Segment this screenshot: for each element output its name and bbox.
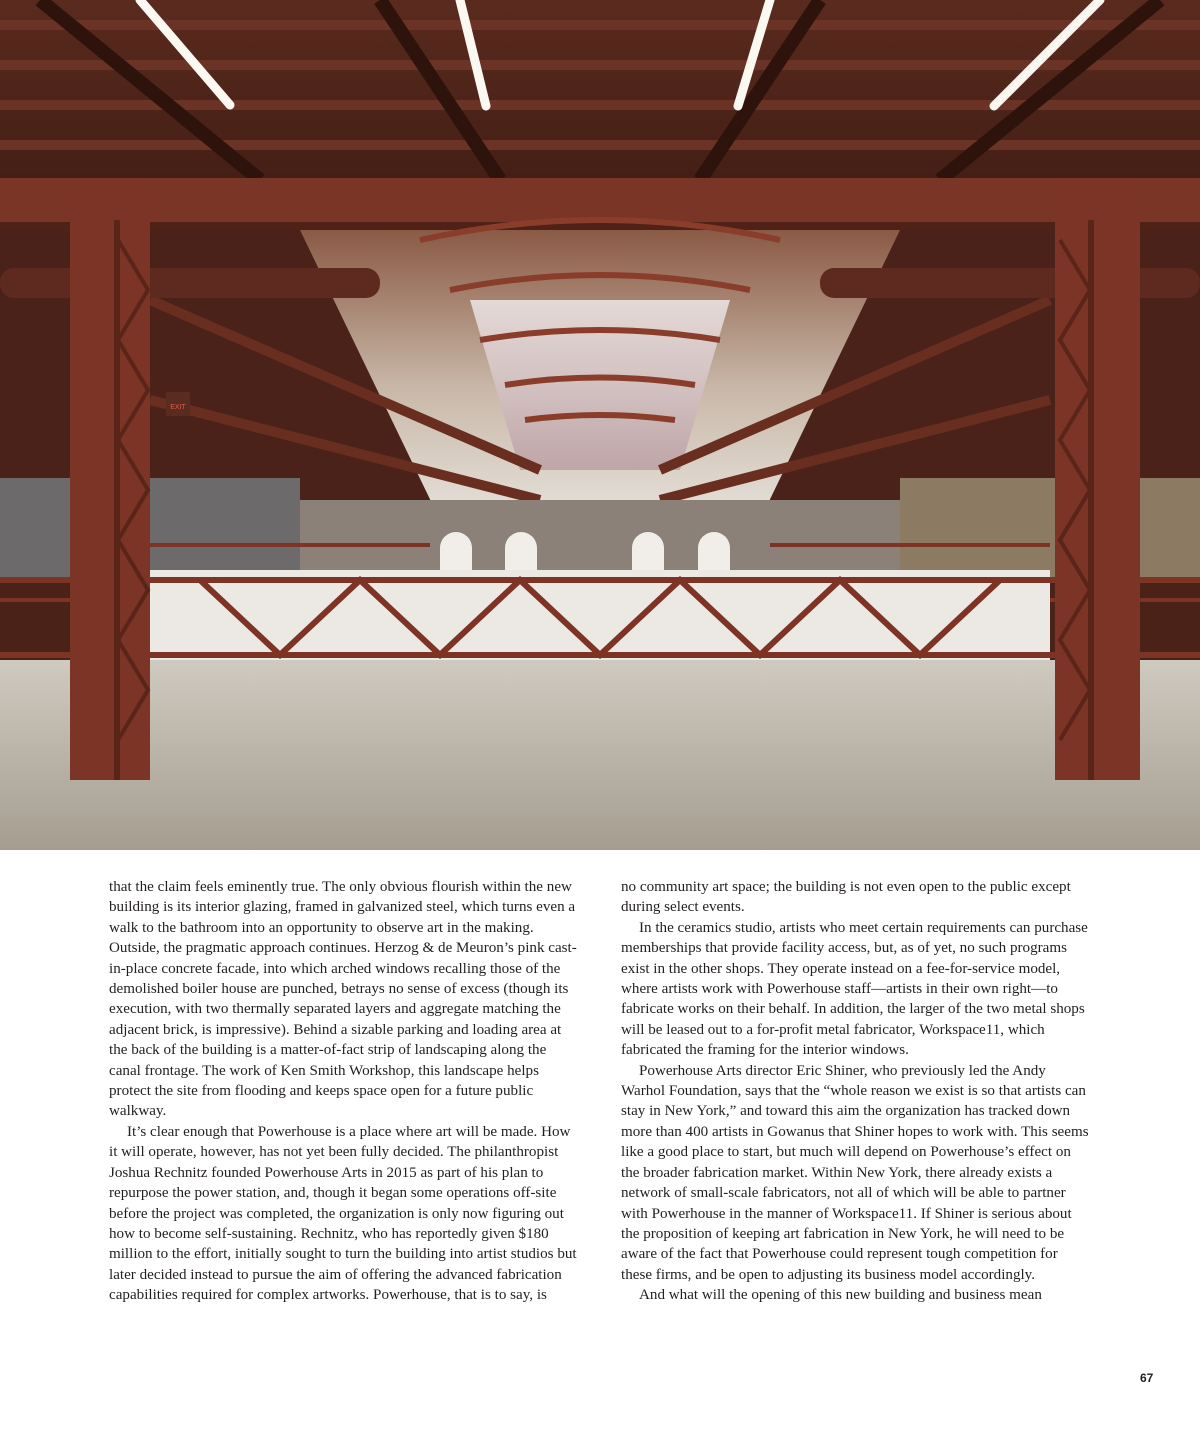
body-paragraph: In the ceramics studio, artists who meet certain requirements can purchase memberships that provide facility access, but, as of yet, no such programs exist in the other shops. They operate instead on a fee-for-service model, where artists work with Powerhouse staff—artists in their own right—to fabricate works on their behalf. In addition, the larger of the two metal shops will be leased out to a for-profit metal fabricator, Workspace11, which fabricated the framing for the interior windows. <box>621 919 1088 1059</box>
body-paragraph: no community art space; the building is not even open to the public except during select events. <box>621 879 1071 916</box>
article-column-left <box>109 877 579 1306</box>
body-paragraph: And what will the opening of this new building and business mean <box>639 1287 1042 1304</box>
body-paragraph: It’s clear enough that Powerhouse is a place where art will be made. How it will operate, however, has not yet been fully decided. The philanthropist Joshua Rechnitz founded Powerhouse Arts in 2015 as part of his plan to repurpose the power station, and, though it began some operations off-site before the project was completed, the organization is only now figuring out how to become self-sustaining. Rechnitz, who has reportedly given $180 million to the effort, initially sought to turn the building into artist studios but later decided instead to pursue the aim of offering the advanced fabrication capabilities required for complex artworks. Powerhouse, that is to say, is <box>109 1123 577 1304</box>
body-paragraph: Powerhouse Arts director Eric Shiner, who previously led the Andy Warhol Foundation, says that the “whole reason we exist is so that artists can stay in New York,” and toward this aim the organization has tracked down more than 400 artists in Gowanus that Shiner hopes to work with. This seems like a good place to start, but much will depend on Powerhouse’s effect on the broader fabrication market. Within New York, there already exists a network of small-scale fabricators, not all of which will be able to partner with Powerhouse in the manner of Workspace11. If Shiner is serious about the proposition of keeping art fabrication in New York, he will need to be aware of the fact that Powerhouse could represent tough competition for these firms, and be open to adjusting its business model accordingly. <box>621 1062 1089 1283</box>
page-number: 67 <box>1140 1371 1154 1385</box>
exit-sign: EXIT <box>170 404 186 411</box>
article-column-right <box>621 877 1091 1306</box>
body-paragraph: that the claim feels eminently true. The only obvious flourish within the new building is its interior glazing, framed in galvanized steel, which turns even a walk to the bathroom into an opportunity to observe art in the making. Outside, the pragmatic approach continues. Herzog & de Meuron’s pink cast-in-place concrete facade, into which arched windows recalling those of the demolished boiler house are punched, betrays no sense of excess (though its execution, with two thermally separated layers and aggregate matching the adjacent brick, is impressive). Behind a sizable parking and loading area at the back of the building is a matter-of-fact strip of landscaping along the canal frontage. The work of Ken Smith Workshop, this landscape helps protect the site from flooding and keeps space open for a future public walkway. <box>109 879 577 1120</box>
